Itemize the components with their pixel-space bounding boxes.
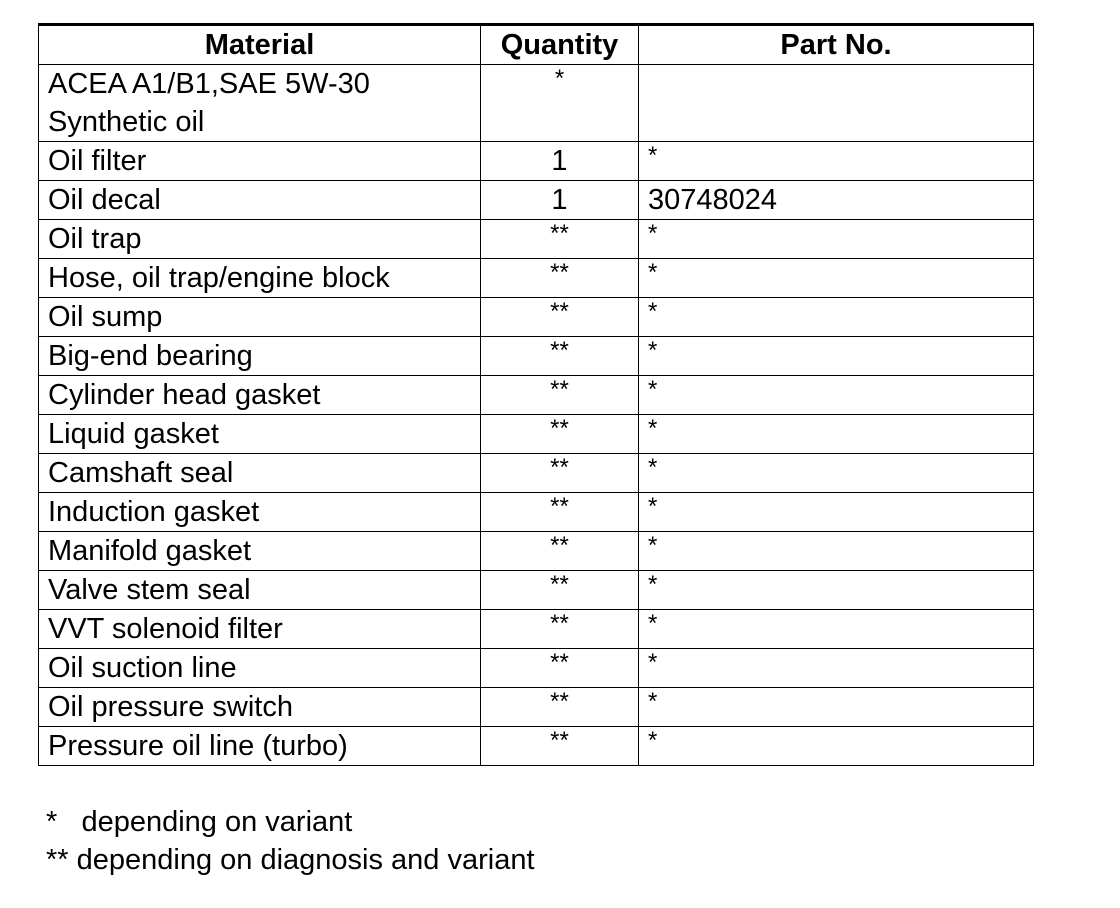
table-body (39, 65, 1034, 766)
material-cell: Valve stem seal (39, 571, 481, 610)
quantity-value: ** (550, 415, 569, 442)
part-no-cell (639, 298, 1034, 337)
part-no-value: * (648, 298, 658, 325)
part-no-cell (639, 610, 1034, 649)
part-no-value: * (648, 571, 658, 598)
quantity-cell (481, 415, 639, 454)
material-cell: Liquid gasket (39, 415, 481, 454)
table-row (39, 415, 1034, 454)
part-no-value: 30748024 (648, 184, 778, 216)
quantity-cell (481, 220, 639, 259)
quantity-value: ** (550, 688, 569, 715)
part-no-cell (639, 571, 1034, 610)
quantity-value: ** (550, 376, 569, 403)
part-no-value: * (648, 532, 658, 559)
quantity-cell (481, 610, 639, 649)
header-part-no: Part No. (639, 25, 1034, 65)
header-row (39, 25, 1034, 65)
materials-table (38, 23, 1034, 766)
quantity-value: ** (550, 571, 569, 598)
part-no-value: * (648, 688, 658, 715)
quantity-value: ** (550, 727, 569, 754)
part-no-cell (639, 142, 1034, 181)
quantity-cell (481, 649, 639, 688)
quantity-value: * (554, 65, 565, 92)
material-cell: ACEA A1/B1,SAE 5W-30 Synthetic oil (39, 65, 481, 142)
table-row (39, 532, 1034, 571)
quantity-value: ** (550, 532, 569, 559)
part-no-value: * (648, 610, 658, 637)
material-cell: Oil decal (39, 181, 481, 220)
quantity-cell (481, 181, 639, 220)
quantity-value: 1 (551, 184, 568, 216)
part-no-cell (639, 259, 1034, 298)
table-row (39, 220, 1034, 259)
material-cell: Manifold gasket (39, 532, 481, 571)
part-no-cell (639, 65, 1034, 142)
part-no-value: * (648, 259, 658, 286)
part-no-cell (639, 337, 1034, 376)
header-material: Material (39, 25, 481, 65)
part-no-cell (639, 220, 1034, 259)
table-row (39, 727, 1034, 766)
quantity-value: ** (550, 298, 569, 325)
table-row (39, 454, 1034, 493)
quantity-cell (481, 727, 639, 766)
header-quantity: Quantity (481, 25, 639, 65)
material-cell: Hose, oil trap/engine block (39, 259, 481, 298)
part-no-cell (639, 454, 1034, 493)
table-row (39, 65, 1034, 142)
material-cell: VVT solenoid filter (39, 610, 481, 649)
quantity-cell (481, 65, 639, 142)
table-row (39, 571, 1034, 610)
quantity-value: 1 (551, 145, 568, 177)
footnote-double-star: ** depending on diagnosis and variant (46, 844, 535, 876)
table-row (39, 688, 1034, 727)
quantity-cell (481, 532, 639, 571)
quantity-value: ** (550, 493, 569, 520)
quantity-cell (481, 337, 639, 376)
material-cell: Oil filter (39, 142, 481, 181)
material-cell: Big-end bearing (39, 337, 481, 376)
quantity-value: ** (550, 649, 569, 676)
part-no-value: * (648, 376, 658, 403)
part-no-cell (639, 181, 1034, 220)
quantity-cell (481, 493, 639, 532)
table-row (39, 181, 1034, 220)
part-no-value: * (648, 337, 658, 364)
table-header (39, 25, 1034, 65)
quantity-value: ** (550, 259, 569, 286)
part-no-cell (639, 493, 1034, 532)
material-cell: Oil sump (39, 298, 481, 337)
part-no-cell (639, 532, 1034, 571)
table-row (39, 610, 1034, 649)
material-cell: Oil suction line (39, 649, 481, 688)
part-no-cell (639, 649, 1034, 688)
material-cell: Oil pressure switch (39, 688, 481, 727)
quantity-cell (481, 376, 639, 415)
material-cell: Cylinder head gasket (39, 376, 481, 415)
table-row (39, 649, 1034, 688)
quantity-value: ** (550, 337, 569, 364)
part-no-cell (639, 688, 1034, 727)
table-row (39, 142, 1034, 181)
quantity-value: ** (550, 610, 569, 637)
part-no-value: * (648, 415, 658, 442)
material-cell: Induction gasket (39, 493, 481, 532)
table-row (39, 259, 1034, 298)
table-row (39, 493, 1034, 532)
quantity-value: ** (550, 454, 569, 481)
quantity-value: ** (550, 220, 569, 247)
part-no-value: * (648, 649, 658, 676)
part-no-value: * (648, 454, 658, 481)
quantity-cell (481, 571, 639, 610)
quantity-cell (481, 298, 639, 337)
quantity-cell (481, 259, 639, 298)
part-no-value: * (648, 493, 658, 520)
part-no-cell (639, 376, 1034, 415)
quantity-cell (481, 454, 639, 493)
material-cell: Oil trap (39, 220, 481, 259)
part-no-cell (639, 727, 1034, 766)
quantity-cell (481, 688, 639, 727)
part-no-cell (639, 415, 1034, 454)
part-no-value: * (648, 220, 658, 247)
material-cell: Camshaft seal (39, 454, 481, 493)
quantity-cell (481, 142, 639, 181)
footnotes (46, 803, 535, 879)
part-no-value: * (648, 142, 658, 169)
material-cell: Pressure oil line (turbo) (39, 727, 481, 766)
footnote-single-star: * depending on variant (46, 806, 353, 838)
part-no-value: * (648, 727, 658, 754)
table-row (39, 337, 1034, 376)
table-row (39, 298, 1034, 337)
table-row (39, 376, 1034, 415)
